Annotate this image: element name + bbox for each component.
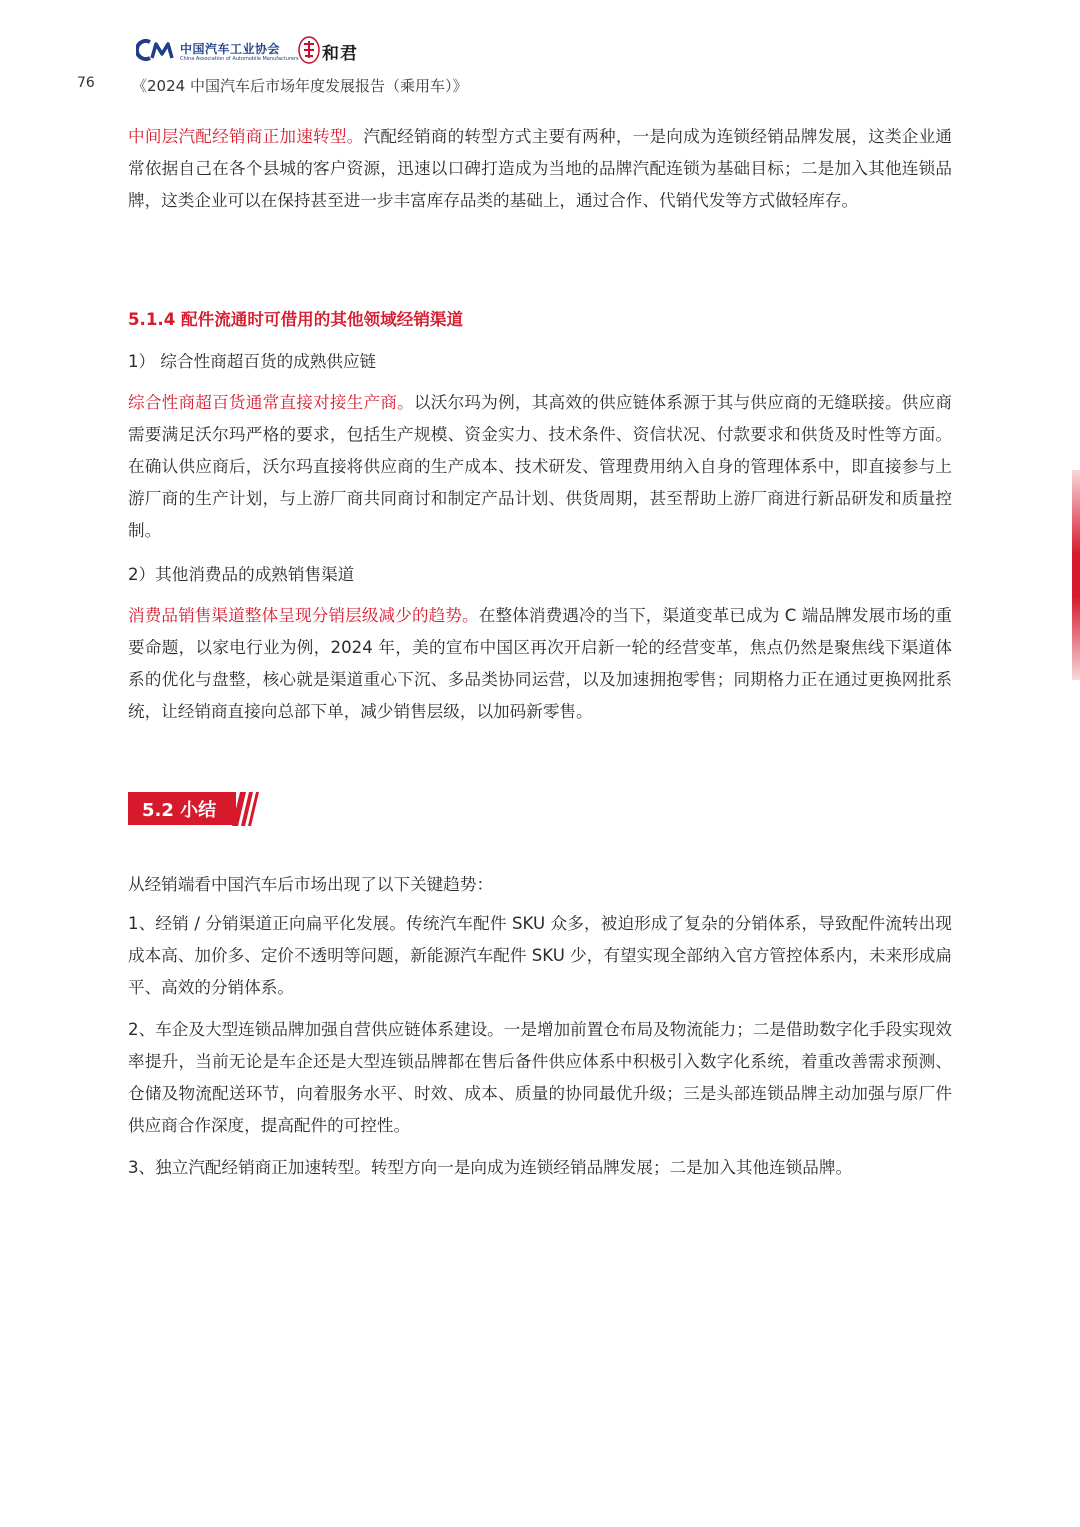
paragraph-body: 以沃尔玛为例，其高效的供应链体系源于其与供应商的无缝联接。供应商需要满足沃尔玛严格的要求，包括生产规模、资金实力、技术条件、资信状况、付款要求和供货及时性等方面。在确认供应商后，沃尔玛直接将供应商的生产成本、技术研发、管理费用纳入自身的管理体系中，即直接参与上游厂商的生产计划，与上游厂商共同商讨和制定产品计划、供货周期，甚至帮助上游厂商进行新品研发和质量控制。: [128, 393, 953, 540]
hejun-logo: [298, 36, 368, 66]
hejun-logo-text: 和君: [322, 44, 358, 64]
section-stripes-icon: [232, 792, 262, 826]
paragraph-lead-highlight: 消费品销售渠道整体呈现分销层级减少的趋势。: [128, 606, 479, 625]
paragraph-lead-highlight: 中间层汽配经销商正加速转型。: [128, 127, 364, 146]
heading-5-1-4: 5.1.4 配件流通时可借用的其他领域经销渠道: [128, 310, 464, 329]
hejun-seal-icon: [298, 36, 320, 64]
section-title: 5.2 小结: [142, 800, 217, 821]
paragraph-body: 在整体消费遇冷的当下，渠道变革已成为 C 端品牌发展市场的重要命题，以家电行业为例，2024 年，美的宣布中国区再次开启新一轮的经营变革，焦点仍然是聚焦线下渠道体系的优化与盘整，核心就是渠道重心下沉、多品类协同运营，以及加速拥抱零售；同期格力正在通过更换网批系统，让经销商直接向总部下单，减少销售层级，以加码新零售。: [128, 606, 952, 721]
paragraph-supermarket: [128, 387, 952, 547]
caam-mark-icon: [136, 38, 176, 62]
summary-intro: 从经销端看中国汽车后市场出现了以下关键趋势：: [128, 875, 494, 894]
caam-logo-en: China Association of Automobile Manufacturers: [180, 56, 299, 62]
paragraph-dealer-transform: [128, 121, 952, 217]
caam-logo-cn: 中国汽车工业协会: [180, 42, 281, 56]
paragraph-consumer-channels: [128, 600, 952, 728]
paragraph-lead-highlight: 综合性商超百货通常直接对接生产商。: [128, 393, 414, 412]
list-item-1: 1） 综合性商超百货的成熟供应链: [128, 352, 377, 371]
paragraph-body: 汽配经销商的转型方式主要有两种，一是向成为连锁经销品牌发展，这类企业通常依据自己在各个县城的客户资源，迅速以口碑打造成为当地的品牌汽配连锁为基础目标；二是加入其他连锁品牌，这类企业可以在保持甚至进一步丰富库存品类的基础上，通过合作、代销代发等方式做轻库存。: [128, 127, 953, 210]
summary-point-1: 1、经销 / 分销渠道正向扁平化发展。传统汽车配件 SKU 众多，被迫形成了复杂的分销体系，导致配件流转出现成本高、加价多、定价不透明等问题，新能源汽车配件 SKU 少，有望实现全部纳入官方管控体系内，未来形成扁平、高效的分销体系。: [128, 914, 952, 997]
page-number: 76: [77, 75, 95, 91]
page-header: [0, 0, 1080, 110]
list-item-2: 2）其他消费品的成熟销售渠道: [128, 565, 355, 584]
section-tag-5-2: [128, 792, 258, 826]
side-accent-bar: [1072, 470, 1080, 680]
summary-point-3: 3、独立汽配经销商正加速转型。转型方向一是向成为连锁经销品牌发展；二是加入其他连锁品牌。: [128, 1158, 853, 1177]
summary-point-2: 2、车企及大型连锁品牌加强自营供应链体系建设。一是增加前置仓布局及物流能力；二是借助数字化手段实现效率提升，当前无论是车企还是大型连锁品牌都在售后备件供应体系中积极引入数字化系统，着重改善需求预测、仓储及物流配送环节，向着服务水平、时效、成本、质量的协同最优升级；三是头部连锁品牌主动加强与原厂件供应商合作深度，提高配件的可控性。: [128, 1020, 952, 1135]
caam-logo: [136, 36, 299, 66]
report-title: 《2024 中国汽车后市场年度发展报告（乘用车）》: [132, 77, 468, 95]
